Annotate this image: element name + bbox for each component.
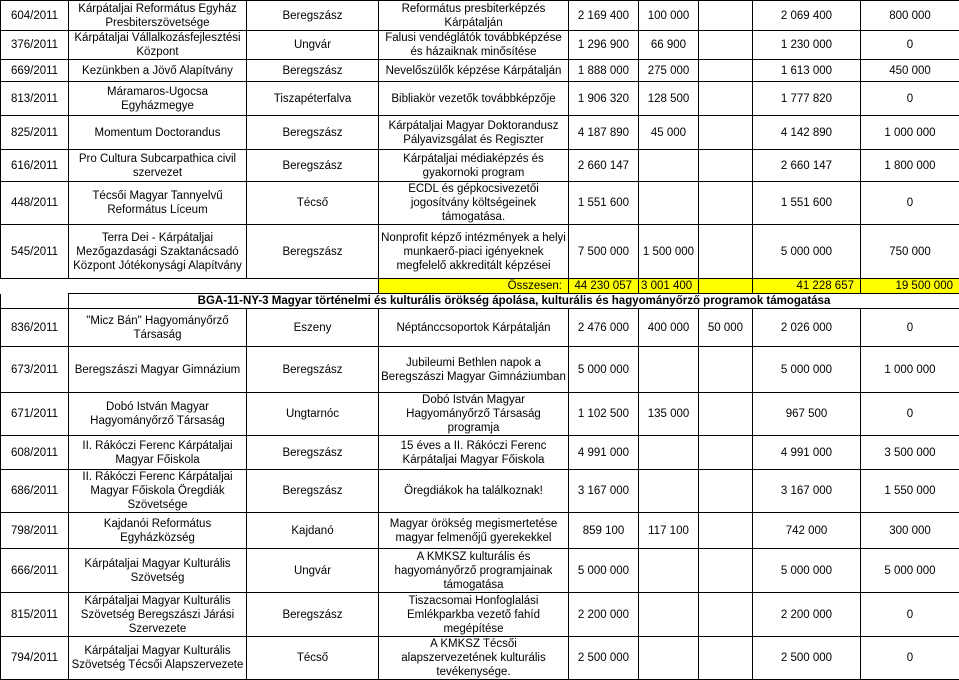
- project-title-cell: Néptánccsoportok Kárpátalján: [379, 309, 569, 347]
- awarded-amount-cell: 800 000: [861, 1, 959, 31]
- own-contribution-cell: 117 100: [639, 513, 699, 549]
- project-title-cell: Magyar örökség megismertetése magyar felmenőjű gyerekekkel: [379, 513, 569, 549]
- total-cost-cell: 5 000 000: [569, 347, 639, 393]
- application-id-cell: 798/2011: [1, 513, 69, 549]
- application-id-cell: 608/2011: [1, 436, 69, 470]
- project-title-cell: ECDL és gépkocsivezetői jogosítvány költségeinek támogatása.: [379, 182, 569, 225]
- organization-name-cell: Pro Cultura Subcarpathica civil szervezet: [69, 150, 247, 182]
- totals-own-contribution: 3 001 400: [639, 279, 699, 294]
- city-cell: Beregszász: [247, 1, 379, 31]
- own-contribution-cell: 1 500 000: [639, 225, 699, 279]
- other-funding-cell: [699, 150, 753, 182]
- requested-amount-cell: 2 069 400: [753, 1, 861, 31]
- city-cell: Técső: [247, 182, 379, 225]
- awarded-amount-cell: 3 500 000: [861, 436, 959, 470]
- project-title-cell: A KMKSZ Técsői alapszervezetének kulturális tevékenysége.: [379, 637, 569, 680]
- application-id-cell: 666/2011: [1, 549, 69, 593]
- awarded-amount-cell: 450 000: [861, 60, 959, 82]
- totals-empty-cell: [699, 279, 753, 294]
- table-row: [1, 182, 959, 225]
- total-cost-cell: 2 476 000: [569, 309, 639, 347]
- application-id-cell: 545/2011: [1, 225, 69, 279]
- table-row: [1, 436, 959, 470]
- awarded-amount-cell: 0: [861, 31, 959, 60]
- city-cell: Ungtarnóc: [247, 393, 379, 436]
- other-funding-cell: [699, 347, 753, 393]
- application-id-cell: 794/2011: [1, 637, 69, 680]
- own-contribution-cell: [639, 182, 699, 225]
- program-title-row: [1, 294, 959, 309]
- organization-name-cell: Beregszászi Magyar Gimnázium: [69, 347, 247, 393]
- totals-spacer: [1, 279, 379, 294]
- city-cell: Kajdanó: [247, 513, 379, 549]
- awarded-amount-cell: 0: [861, 637, 959, 680]
- total-cost-cell: 4 187 890: [569, 116, 639, 150]
- awarded-amount-cell: 0: [861, 393, 959, 436]
- organization-name-cell: Terra Dei - Kárpátaljai Mezőgazdasági Szaktanácsadó Központ Jótékonysági Alapítvány: [69, 225, 247, 279]
- awarded-amount-cell: 0: [861, 309, 959, 347]
- organization-name-cell: Kezünkben a Jövő Alapítvány: [69, 60, 247, 82]
- application-id-cell: 813/2011: [1, 82, 69, 116]
- total-cost-cell: 2 200 000: [569, 593, 639, 637]
- city-cell: Beregszász: [247, 150, 379, 182]
- city-cell: Beregszász: [247, 436, 379, 470]
- requested-amount-cell: 4 991 000: [753, 436, 861, 470]
- total-cost-cell: 859 100: [569, 513, 639, 549]
- own-contribution-cell: [639, 549, 699, 593]
- totals-label: Összesen:: [379, 279, 569, 294]
- other-funding-cell: [699, 593, 753, 637]
- requested-amount-cell: 967 500: [753, 393, 861, 436]
- project-title-cell: Kárpátaljai Magyar Doktorandusz Pályavizsgálat és Regiszter: [379, 116, 569, 150]
- application-id-cell: 604/2011: [1, 1, 69, 31]
- totals-requested: 41 228 657: [753, 279, 861, 294]
- requested-amount-cell: 742 000: [753, 513, 861, 549]
- project-title-cell: Dobó István Magyar Hagyományőrző Társaság programja: [379, 393, 569, 436]
- other-funding-cell: [699, 1, 753, 31]
- other-funding-cell: [699, 31, 753, 60]
- other-funding-cell: [699, 60, 753, 82]
- city-cell: Beregszász: [247, 225, 379, 279]
- other-funding-cell: [699, 513, 753, 549]
- table-row: [1, 150, 959, 182]
- other-funding-cell: [699, 637, 753, 680]
- project-title-cell: Jubileumi Bethlen napok a Beregszászi Magyar Gimnáziumban: [379, 347, 569, 393]
- grant-rows-section-b: [1, 309, 959, 680]
- own-contribution-cell: [639, 470, 699, 513]
- own-contribution-cell: 128 500: [639, 82, 699, 116]
- organization-name-cell: Momentum Doctorandus: [69, 116, 247, 150]
- project-title-cell: A KMKSZ kulturális és hagyományőrző programjainak támogatása: [379, 549, 569, 593]
- other-funding-cell: [699, 116, 753, 150]
- project-title-cell: Nonprofit képző intézmények a helyi munkaerő-piaci igényeknek megfelelő akkreditált képzései: [379, 225, 569, 279]
- total-cost-cell: 4 991 000: [569, 436, 639, 470]
- table-row: [1, 116, 959, 150]
- totals-awarded: 19 500 000: [861, 279, 959, 294]
- other-funding-cell: 50 000: [699, 309, 753, 347]
- requested-amount-cell: 3 167 000: [753, 470, 861, 513]
- table-row: [1, 347, 959, 393]
- application-id-cell: 669/2011: [1, 60, 69, 82]
- awarded-amount-cell: 750 000: [861, 225, 959, 279]
- total-cost-cell: 2 169 400: [569, 1, 639, 31]
- table-row: [1, 637, 959, 680]
- organization-name-cell: Kárpátaljai Magyar Kulturális Szövetség: [69, 549, 247, 593]
- application-id-cell: 836/2011: [1, 309, 69, 347]
- requested-amount-cell: 4 142 890: [753, 116, 861, 150]
- city-cell: Beregszász: [247, 470, 379, 513]
- own-contribution-cell: 66 900: [639, 31, 699, 60]
- project-title-cell: Kárpátaljai médiaképzés és gyakornoki program: [379, 150, 569, 182]
- other-funding-cell: [699, 549, 753, 593]
- organization-name-cell: Máramaros-Ugocsa Egyházmegye: [69, 82, 247, 116]
- project-title-cell: Bibliakör vezetők továbbképzője: [379, 82, 569, 116]
- total-cost-cell: 1 102 500: [569, 393, 639, 436]
- table-row: [1, 513, 959, 549]
- awarded-amount-cell: 1 000 000: [861, 116, 959, 150]
- awarded-amount-cell: 0: [861, 182, 959, 225]
- city-cell: Técső: [247, 637, 379, 680]
- city-cell: Ungvár: [247, 549, 379, 593]
- own-contribution-cell: 100 000: [639, 1, 699, 31]
- city-cell: Ungvár: [247, 31, 379, 60]
- own-contribution-cell: [639, 593, 699, 637]
- own-contribution-cell: 275 000: [639, 60, 699, 82]
- total-cost-cell: 7 500 000: [569, 225, 639, 279]
- requested-amount-cell: 2 026 000: [753, 309, 861, 347]
- own-contribution-cell: 45 000: [639, 116, 699, 150]
- application-id-cell: 448/2011: [1, 182, 69, 225]
- city-cell: Beregszász: [247, 116, 379, 150]
- awarded-amount-cell: 1 800 000: [861, 150, 959, 182]
- total-cost-cell: 5 000 000: [569, 549, 639, 593]
- awarded-amount-cell: 5 000 000: [861, 549, 959, 593]
- application-id-cell: 673/2011: [1, 347, 69, 393]
- city-cell: Eszeny: [247, 309, 379, 347]
- requested-amount-cell: 1 230 000: [753, 31, 861, 60]
- own-contribution-cell: [639, 347, 699, 393]
- grant-rows-section-a: [1, 1, 959, 279]
- total-cost-cell: 1 906 320: [569, 82, 639, 116]
- other-funding-cell: [699, 436, 753, 470]
- table-row: [1, 470, 959, 513]
- total-cost-cell: 2 500 000: [569, 637, 639, 680]
- awarded-amount-cell: 1 550 000: [861, 470, 959, 513]
- requested-amount-cell: 5 000 000: [753, 347, 861, 393]
- organization-name-cell: Dobó István Magyar Hagyományőrző Társaság: [69, 393, 247, 436]
- organization-name-cell: II. Rákóczi Ferenc Kárpátaljai Magyar Főiskola Öregdiák Szövetsége: [69, 470, 247, 513]
- table-row: [1, 549, 959, 593]
- table-row: [1, 60, 959, 82]
- total-cost-cell: 1 551 600: [569, 182, 639, 225]
- city-cell: Beregszász: [247, 347, 379, 393]
- own-contribution-cell: [639, 436, 699, 470]
- application-id-cell: 815/2011: [1, 593, 69, 637]
- other-funding-cell: [699, 225, 753, 279]
- total-cost-cell: 3 167 000: [569, 470, 639, 513]
- application-id-cell: 825/2011: [1, 116, 69, 150]
- table-row: [1, 225, 959, 279]
- organization-name-cell: Kárpátaljai Református Egyház Presbiterszövetsége: [69, 1, 247, 31]
- project-title-cell: Nevelőszülők képzése Kárpátalján: [379, 60, 569, 82]
- requested-amount-cell: 2 200 000: [753, 593, 861, 637]
- total-cost-cell: 1 888 000: [569, 60, 639, 82]
- project-title-cell: Öregdiákok ha találkoznak!: [379, 470, 569, 513]
- requested-amount-cell: 5 000 000: [753, 549, 861, 593]
- organization-name-cell: "Micz Bán" Hagyományőrző Társaság: [69, 309, 247, 347]
- other-funding-cell: [699, 82, 753, 116]
- project-title-cell: 15 éves a II. Rákóczi Ferenc Kárpátaljai Magyar Főiskola: [379, 436, 569, 470]
- totals-section: [1, 279, 959, 309]
- application-id-cell: 376/2011: [1, 31, 69, 60]
- application-id-cell: 616/2011: [1, 150, 69, 182]
- city-cell: Beregszász: [247, 593, 379, 637]
- requested-amount-cell: 1 777 820: [753, 82, 861, 116]
- awarded-amount-cell: 1 000 000: [861, 347, 959, 393]
- project-title-cell: Református presbiterképzés Kárpátalján: [379, 1, 569, 31]
- other-funding-cell: [699, 470, 753, 513]
- project-title-cell: Tiszacsomai Honfoglalási Emlékparkba vezető fahíd megépítése: [379, 593, 569, 637]
- other-funding-cell: [699, 393, 753, 436]
- own-contribution-cell: 400 000: [639, 309, 699, 347]
- own-contribution-cell: [639, 637, 699, 680]
- own-contribution-cell: 135 000: [639, 393, 699, 436]
- table-row: [1, 82, 959, 116]
- awarded-amount-cell: 300 000: [861, 513, 959, 549]
- project-title-cell: Falusi vendéglátók továbbképzése és házaiknak minősítése: [379, 31, 569, 60]
- awarded-amount-cell: 0: [861, 82, 959, 116]
- organization-name-cell: Kárpátaljai Vállalkozásfejlesztési Központ: [69, 31, 247, 60]
- program-title-spacer: [1, 294, 69, 309]
- totals-row: [1, 279, 959, 294]
- organization-name-cell: Kajdanói Református Egyházközség: [69, 513, 247, 549]
- own-contribution-cell: [639, 150, 699, 182]
- requested-amount-cell: 2 660 147: [753, 150, 861, 182]
- totals-total-cost: 44 230 057: [569, 279, 639, 294]
- table-row: [1, 309, 959, 347]
- total-cost-cell: 2 660 147: [569, 150, 639, 182]
- application-id-cell: 686/2011: [1, 470, 69, 513]
- organization-name-cell: Kárpátaljai Magyar Kulturális Szövetség Técsői Alapszervezete: [69, 637, 247, 680]
- other-funding-cell: [699, 182, 753, 225]
- organization-name-cell: Técsői Magyar Tannyelvű Református Líceum: [69, 182, 247, 225]
- table-row: [1, 593, 959, 637]
- program-title: BGA-11-NY-3 Magyar történelmi és kulturális örökség ápolása, kulturális és hagyományőrző programok támogatása: [69, 294, 959, 309]
- organization-name-cell: Kárpátaljai Magyar Kulturális Szövetség Beregszászi Járási Szervezete: [69, 593, 247, 637]
- table-row: [1, 393, 959, 436]
- requested-amount-cell: 1 551 600: [753, 182, 861, 225]
- total-cost-cell: 1 296 900: [569, 31, 639, 60]
- awarded-amount-cell: 0: [861, 593, 959, 637]
- city-cell: Tiszapéterfalva: [247, 82, 379, 116]
- requested-amount-cell: 2 500 000: [753, 637, 861, 680]
- requested-amount-cell: 1 613 000: [753, 60, 861, 82]
- requested-amount-cell: 5 000 000: [753, 225, 861, 279]
- city-cell: Beregszász: [247, 60, 379, 82]
- organization-name-cell: II. Rákóczi Ferenc Kárpátaljai Magyar Főiskola: [69, 436, 247, 470]
- table-row: [1, 1, 959, 31]
- table-row: [1, 31, 959, 60]
- application-id-cell: 671/2011: [1, 393, 69, 436]
